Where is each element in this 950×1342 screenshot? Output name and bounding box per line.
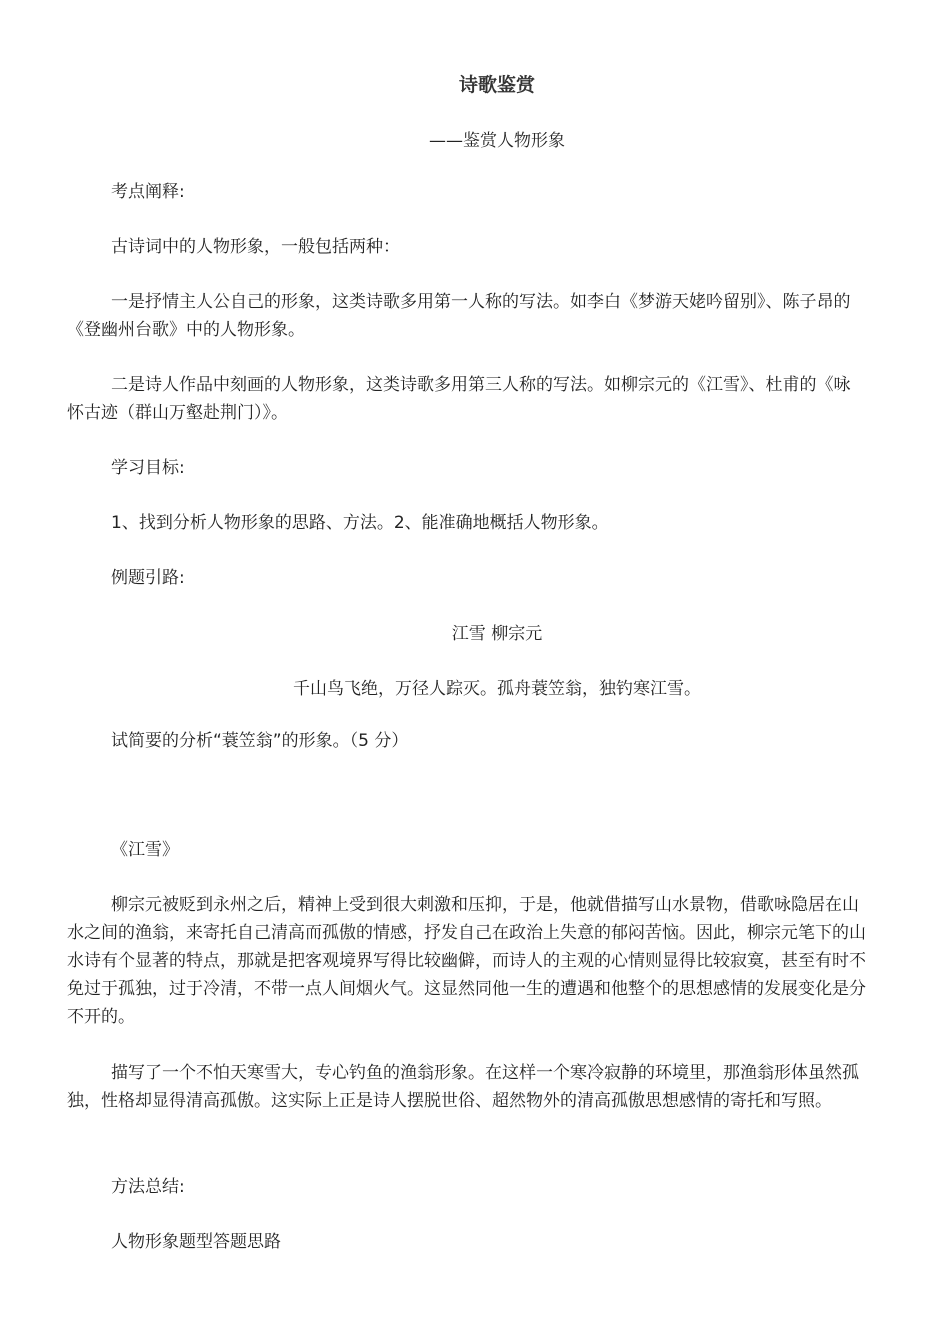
section-heading-example: 例题引路:: [111, 568, 185, 588]
paragraph-analysis-image: 描写了一个不怕天寒雪大，专心钓鱼的渔翁形象。在这样一个寒冷寂静的环境里，那渔翁形体虽然孤独，性格却显得清高孤傲。这实际上正是诗人摆脱世俗、超然物外的清高孤傲思想感情的寄托和写照。: [67, 1063, 859, 1111]
question-text: 试简要的分析“蓑笠翁”的形象。（5 分）: [111, 731, 409, 751]
poem-body: 千山鸟飞绝，万径人踪灭。孤舟蓑笠翁，独钓寒江雪。: [293, 679, 701, 699]
paragraph-two-types: 古诗词中的人物形象，一般包括两种：: [111, 237, 400, 257]
section-heading-exam-points: 考点阐释:: [111, 182, 185, 202]
poem-title: 江雪 柳宗元: [451, 624, 543, 644]
paragraph-analysis-background: 柳宗元被贬到永州之后，精神上受到很大刺激和压抑，于是，他就借描写山水景物，借歌咏隐居在山水之间的渔翁，来寄托自己清高而孤傲的情感，抒发自己在政治上失意的郁闷苦恼。因此，柳宗元笔下的山水诗有个显著的特点，那就是把客观境界写得比较幽僻，而诗人的主观的心情则显得比较寂寞，甚至有时不免过于孤独，过于冷清，不带一点人间烟火气。这显然同他一生的遭遇和他整个的思想感情的发展变化是分不开的。: [67, 895, 866, 1027]
document-subtitle: ——鉴赏人物形象: [429, 131, 565, 151]
paragraph-answer-approach: 人物形象题型答题思路: [111, 1232, 281, 1252]
document-title: 诗歌鉴赏: [458, 74, 535, 96]
paragraph-type-one: 一是抒情主人公自己的形象，这类诗歌多用第一人称的写法。如李白《梦游天姥吟留别》、陈子昂的《登幽州台歌》中的人物形象。: [67, 292, 851, 340]
paragraph-type-two: 二是诗人作品中刻画的人物形象，这类诗歌多用第三人称的写法。如柳宗元的《江雪》、杜甫的《咏怀古迹（群山万壑赴荆门）》。: [67, 375, 851, 423]
section-heading-jiangxue: 《江雪》: [111, 840, 179, 860]
section-heading-learning-goals: 学习目标:: [111, 458, 185, 478]
section-heading-method-summary: 方法总结:: [111, 1177, 185, 1197]
paragraph-learning-goals: 1、找到分析人物形象的思路、方法。2、能准确地概括人物形象。: [111, 513, 609, 533]
